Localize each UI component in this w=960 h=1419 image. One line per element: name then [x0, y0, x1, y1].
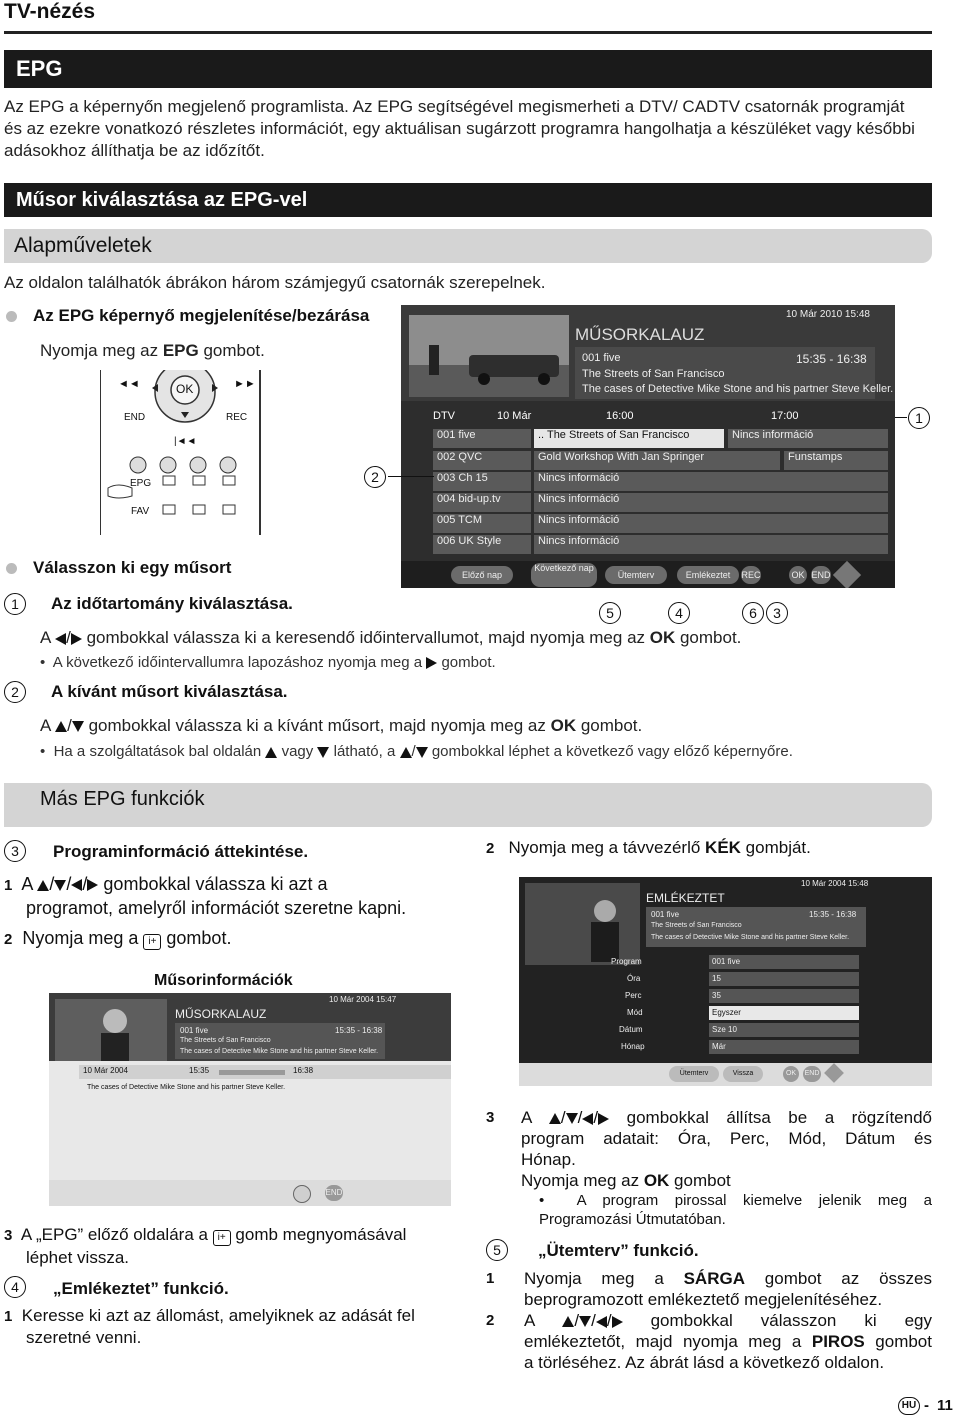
page-header-title: TV-nézés: [4, 0, 96, 23]
info-step-2: 2 Nyomja meg a i+ gombot.: [4, 928, 232, 948]
step-1-title: Az időtartomány kiválasztása.: [51, 594, 293, 613]
choose-program-title: Válasszon ki egy műsort: [33, 558, 232, 577]
next-day-button[interactable]: Következő nap: [531, 563, 597, 587]
rec-button[interactable]: REC: [741, 566, 761, 584]
epg-info-channel: 001 five: [582, 352, 621, 364]
grid-row-program-selected[interactable]: .. The Streets of San Francisco: [534, 429, 724, 448]
right-arrow-icon: [426, 657, 437, 669]
reminder-channel: 001 five: [651, 910, 680, 919]
right-arrow-icon: [612, 1316, 623, 1328]
field-label: Program: [611, 957, 642, 966]
step-2-badge: 2: [4, 681, 26, 703]
left-arrow-icon: [596, 1316, 607, 1328]
step-2-text: A / gombokkal válassza ki a kívánt műsort, majd nyomja meg az OK gombot.: [40, 716, 643, 735]
down-arrow-icon: [566, 1113, 578, 1124]
field-value[interactable]: 001 five: [709, 955, 859, 969]
reminder-desc: The cases of Detective Mike Stone and his partner Steve Keller.: [651, 934, 850, 941]
intro-line: adásokhoz állíthatja be az időzítőt.: [4, 141, 265, 160]
reminder-screen-title: EMLÉKEZTET: [646, 891, 725, 905]
step-3-badge: 3: [4, 840, 26, 862]
grid-row-channel[interactable]: 004 bid-up.tv: [433, 493, 531, 512]
schedule-step-1: 1 Nyomja meg a SÁRGA gombot az összes beprogramozott emlékeztető megjelenítéséhez.: [486, 1269, 932, 1309]
callout-4: 4: [668, 602, 690, 624]
tv-preview-image: [525, 883, 640, 965]
field-value-selected[interactable]: Egyszer: [709, 1006, 859, 1020]
grid-head-date: 10 Már: [497, 410, 532, 422]
grid-head-time2: 17:00: [771, 410, 799, 422]
step-4-badge: 4: [4, 1276, 26, 1298]
grid-row-channel[interactable]: 005 TCM: [433, 514, 531, 533]
info-long-desc: The cases of Detective Mike Stone and his partner Steve Keller.: [87, 1084, 286, 1091]
down-arrow-icon: [54, 880, 66, 891]
progress-bar: [219, 1070, 285, 1075]
up-arrow-icon: [549, 1113, 561, 1124]
info-end: 16:38: [293, 1066, 314, 1075]
tv-preview-image: [409, 315, 569, 397]
woman-portrait-icon: [55, 999, 167, 1061]
left-arrow-icon: [55, 633, 66, 645]
intro-line: Az EPG a képernyőn megjelenő programlista. Az EPG segítségével megismerheti a DTV/ CADTV csatornák programját: [4, 97, 905, 116]
car-scene-icon: [409, 315, 569, 397]
info-key-icon: i+: [143, 934, 161, 950]
reminder-title: „Emlékeztet” funkció.: [53, 1279, 229, 1298]
tv-preview-image: [55, 999, 167, 1061]
step-2-bullet: • Ha a szolgáltatások bal oldalán vagy látható, a / gombokkal léphet a következő vagy előző képernyőre.: [40, 743, 793, 760]
down-arrow-icon: [416, 747, 428, 758]
ok-button[interactable]: OK: [789, 566, 807, 584]
header-rule: [4, 31, 932, 34]
reminder-screen: [519, 877, 932, 1086]
info-key-icon: i+: [213, 1230, 231, 1246]
basic-note: Az oldalon találhatók ábrákon három számjegyű csatornák szerepelnek.: [4, 273, 546, 292]
field-label: Hónap: [621, 1042, 645, 1051]
reminder-step-2: 2 Nyomja meg a távvezérlő KÉK gombját.: [486, 838, 811, 857]
info-step-1: 1 A / / / gombokkal válassza ki azt a programot, amelyről információt szeretne kapni.: [4, 874, 407, 918]
bullet-dot: [6, 311, 17, 322]
step-5-badge: 5: [486, 1239, 508, 1261]
info-start: 15:35: [189, 1066, 210, 1075]
right-arrow-icon: [71, 633, 82, 645]
field-label: Dátum: [619, 1025, 643, 1034]
up-arrow-icon: [265, 747, 277, 758]
back-button[interactable]: Vissza: [723, 1066, 763, 1082]
grid-row-channel[interactable]: 002 QVC: [433, 451, 531, 470]
man-portrait-icon: [525, 883, 640, 965]
up-arrow-icon: [55, 721, 67, 732]
info-channel: 001 five: [180, 1026, 209, 1035]
left-arrow-icon: [71, 879, 82, 891]
field-label: Perc: [625, 991, 642, 1000]
right-arrow-icon: [598, 1113, 609, 1125]
callout-3: 3: [766, 602, 788, 624]
schedule-button[interactable]: Ütemterv: [669, 1066, 719, 1082]
epg-section-title: EPG: [16, 56, 63, 81]
forward-key[interactable]: ►►: [234, 378, 256, 390]
grid-row-program[interactable]: Nincs információ: [534, 472, 888, 491]
field-label: Mód: [627, 1008, 643, 1017]
callout-6: 6: [742, 602, 764, 624]
info-footer: [49, 1180, 451, 1206]
callout-5: 5: [599, 602, 621, 624]
section-title: Műsor kiválasztása az EPG-vel: [16, 189, 308, 211]
epg-screen: [401, 305, 895, 588]
intro-line: és az ezekre vonatkozó részletes információt, egy aktuálisan sugárzott programra hangolhatja a készüléket vagy későbbi: [4, 119, 915, 138]
epg-screen-title: MŰSORKALAUZ: [575, 325, 705, 344]
epg-datetime: 10 Már 2010 15:48: [786, 309, 870, 320]
up-arrow-icon: [562, 1316, 574, 1327]
reminder-step-1: 1 Keresse ki azt az állomást, amelyiknek az adását fel szeretné venni.: [4, 1306, 415, 1347]
callout-2: 2: [364, 466, 386, 488]
field-value[interactable]: Már: [709, 1040, 859, 1054]
info-time: 15:35 - 16:38: [335, 1026, 383, 1035]
reminder-step-3: 3 A / / / gombokkal állítsa be a rögzítendő program adatait: Óra, Perc, Mód, Dátum és Hónap. Nyomja meg az OK gombot • A program pirossal kiemelve jelenik meg a Programozási Útmutatóban.: [486, 1108, 933, 1228]
info-screen: [49, 993, 451, 1206]
basic-ops-bar: [4, 229, 932, 263]
show-hide-instruction: Nyomja meg az EPG gombot.: [40, 341, 265, 360]
intro-paragraph: [4, 96, 934, 162]
end-key[interactable]: END: [124, 412, 146, 423]
grid-row-program[interactable]: Nincs információ: [534, 535, 888, 554]
grid-row-channel[interactable]: 006 UK Style: [433, 535, 531, 554]
end-button[interactable]: END: [811, 566, 831, 584]
grid-row-program[interactable]: Gold Workshop With Jan Springer: [534, 451, 780, 470]
step-2-title: A kívánt műsort kiválasztása.: [51, 682, 288, 701]
section-bar: [4, 183, 932, 217]
epg-info-desc: The cases of Detective Mike Stone and his partner Steve Keller.: [582, 383, 894, 395]
reminder-button[interactable]: Emlékeztet: [677, 566, 739, 584]
info-desc: The cases of Detective Mike Stone and his partner Steve Keller.: [180, 1048, 379, 1055]
info-step-3: 3 A „EPG” előző oldalára a i+ gomb megnyomásával léphet vissza.: [4, 1225, 407, 1267]
info-key-button[interactable]: [293, 1185, 311, 1203]
page-separator: -: [924, 1397, 929, 1414]
step-1-text: A / gombokkal válassza ki a keresendő időintervallumot, majd nyomja meg az OK gombot.: [40, 628, 742, 647]
info-datetime: 10 Már 2004 15:47: [329, 995, 397, 1004]
field-label: Óra: [627, 974, 641, 983]
callout-line: [388, 476, 434, 477]
grid-row-program[interactable]: Funstamps: [784, 451, 888, 470]
up-arrow-icon: [400, 747, 412, 758]
field-value[interactable]: Sze 10: [709, 1023, 859, 1037]
step-1-bullet: • A következő időintervallumra lapozáshoz nyomja meg a gombot.: [40, 654, 496, 671]
grid-head-dtv: DTV: [433, 410, 455, 422]
grid-head-time1: 16:00: [606, 410, 634, 422]
grid-row-program[interactable]: Nincs információ: [728, 429, 888, 448]
reminder-time: 15:35 - 16:38: [809, 910, 857, 919]
end-button[interactable]: END: [325, 1185, 343, 1201]
epg-info-time: 15:35 - 16:38: [796, 352, 867, 366]
fav-key[interactable]: FAV: [131, 506, 150, 517]
ok-button[interactable]: OK: [783, 1066, 799, 1082]
down-arrow-icon: [579, 1316, 591, 1327]
field-value[interactable]: 35: [709, 989, 859, 1003]
info-caption: Műsorinformációk: [154, 972, 293, 989]
left-arrow-icon: [582, 1113, 593, 1125]
other-functions-title: Más EPG funkciók: [40, 788, 205, 810]
schedule-title: „Ütemterv” funkció.: [538, 1241, 699, 1260]
info-program: The Streets of San Francisco: [180, 1037, 271, 1044]
info-screen-title: MŰSORKALAUZ: [175, 1007, 267, 1021]
callout-1: 1: [908, 407, 930, 429]
show-hide-title: Az EPG képernyő megjelenítése/bezárása: [33, 306, 370, 325]
prev-day-button[interactable]: Előző nap: [451, 566, 513, 584]
remote-control-illustration: [100, 370, 270, 540]
grid-row-channel[interactable]: 003 Ch 15: [433, 472, 531, 491]
rec-key[interactable]: REC: [226, 412, 248, 423]
grid-row-program[interactable]: Nincs információ: [534, 493, 888, 512]
epg-section-bar: [4, 50, 932, 88]
other-functions-bar: [4, 783, 932, 827]
schedule-step-2: 2 A / / / gombokkal válasszon ki egy emlékeztetőt, majd nyomja meg a PIROS gombot a törléséhez. Az ábrát lásd a következő oldalon.: [486, 1311, 933, 1372]
skip-back-key[interactable]: |◄◄: [174, 436, 197, 447]
grid-row-program[interactable]: Nincs információ: [534, 514, 888, 533]
rewind-key[interactable]: ◄◄: [118, 378, 140, 390]
grid-row-channel[interactable]: 001 five: [433, 429, 531, 448]
info-title: Programinformáció áttekintése.: [53, 842, 309, 861]
right-arrow-icon: [87, 879, 98, 891]
basic-ops-title: Alapműveletek: [14, 234, 152, 257]
down-arrow-icon: [317, 747, 329, 758]
reminder-datetime: 10 Már 2004 15:48: [801, 879, 869, 888]
ok-key[interactable]: OK: [176, 382, 194, 396]
schedule-button[interactable]: Ütemterv: [605, 566, 667, 584]
callout-line: [895, 417, 907, 418]
down-arrow-icon: [72, 721, 84, 732]
epg-key[interactable]: EPG: [130, 478, 152, 489]
language-badge: HU: [898, 1397, 920, 1415]
reminder-program: The Streets of San Francisco: [651, 922, 742, 929]
up-arrow-icon: [37, 880, 49, 891]
info-date: 10 Már 2004: [83, 1066, 128, 1075]
bullet-dot: [6, 563, 17, 574]
end-button[interactable]: END: [803, 1066, 821, 1082]
page-number: 11: [937, 1397, 953, 1414]
epg-info-program: The Streets of San Francisco: [582, 368, 725, 380]
field-value[interactable]: 15: [709, 972, 859, 986]
step-1-badge: 1: [4, 593, 26, 615]
